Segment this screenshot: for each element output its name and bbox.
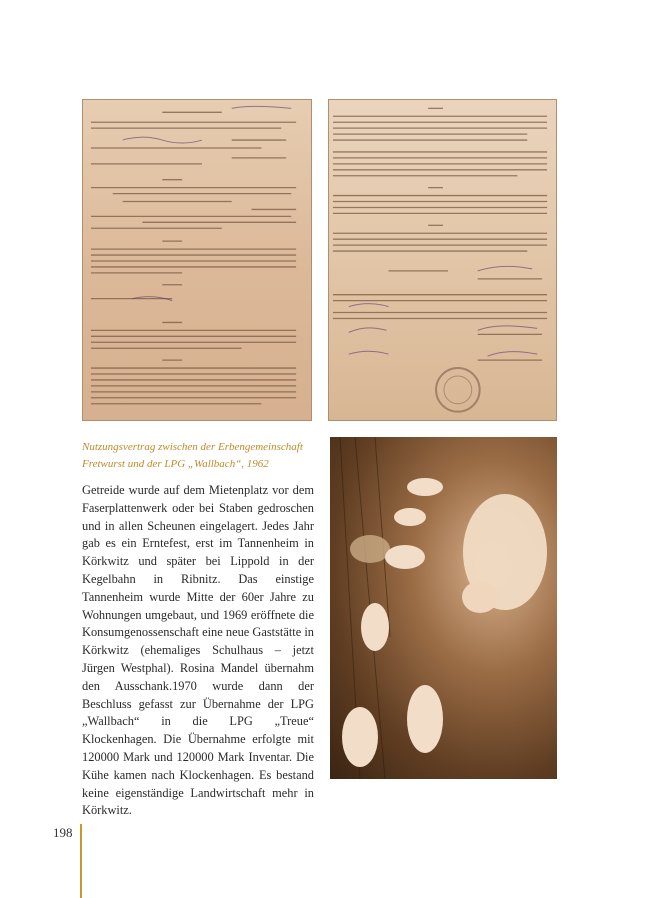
pigs-illustration — [330, 437, 557, 779]
typed-contract-page-2 — [329, 100, 556, 420]
margin-rule — [80, 824, 82, 898]
contract-photo-right — [328, 99, 557, 421]
page-number: 198 — [53, 825, 73, 840]
pigs-photo — [330, 437, 557, 779]
figure-caption — [82, 439, 314, 473]
caption-line-1: Nutzungsvertrag zwischen der Erbengemeinschaft — [82, 441, 303, 453]
caption-line-2: Fretwurst und der LPG „Wallbach“, 1962 — [82, 458, 269, 470]
official-seal-icon — [436, 368, 480, 412]
body-paragraph: Getreide wurde auf dem Mietenplatz vor dem Faserplattenwerk oder bei Staben gedroschen und in allen Scheunen eingelagert. Jedes Jahr gab es ein Erntefest, erst im Tannenheim in Körkwitz und später bei Lippold in der Kegelbahn in Ribnitz. Das einstige Tannenheim wurde Mitte der 60er Jahre zu Wohnungen umgebaut, und 1969 eröffnete die Konsumgenossenschaft eine neue Gaststätte in Körkwitz (ehemaliges Schulhaus – jetzt Jürgen Westphal). Rosina Mandel übernahm den Ausschank.1970 wurde dann der Beschluss gefasst zur Übernahme der LPG „Wallbach“ in die LPG „Treue“ Klockenhagen. Die Übernahme erfolgte mit 120000 Mark und 120000 Mark Inventar. Die Kühe kamen nach Klockenhagen. Es bestand keine eigenständige Landwirtschaft mehr in Körkwitz. — [82, 483, 314, 818]
typed-contract-page-1 — [83, 100, 311, 420]
contract-photo-left — [82, 99, 312, 421]
